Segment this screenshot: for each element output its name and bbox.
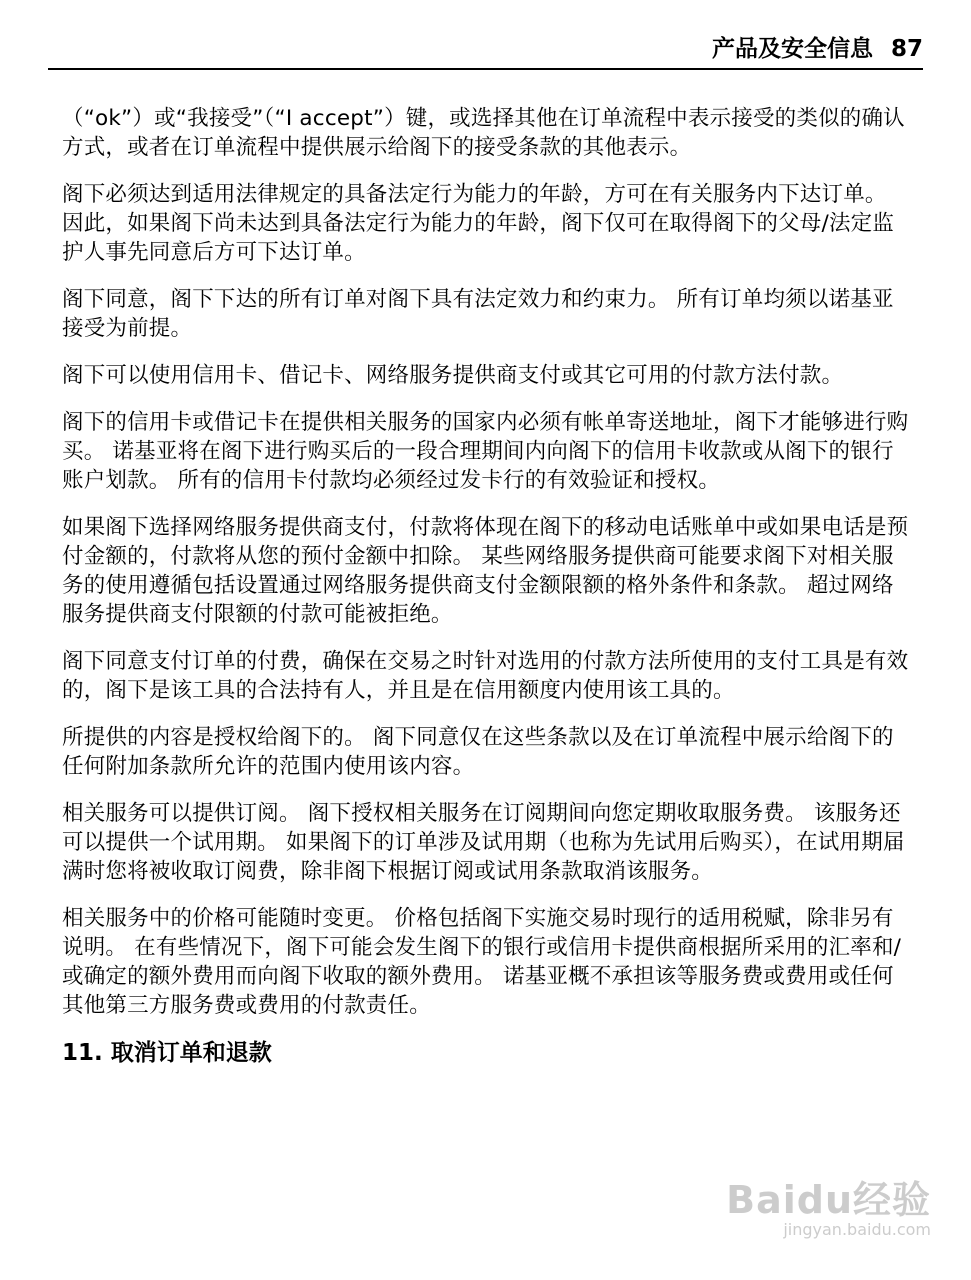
paragraph-subscriptions: 相关服务可以提供订阅。 阁下授权相关服务在订阅期间向您定期收取服务费。 该服务还可以提供一个试用期。 如果阁下的订单涉及试用期（也称为先试用后购买），在试用期届满时您将被收取订阅费，除非阁下根据订阅或试用条款取消该服务。 [62,801,905,884]
paragraph-legal-age: 阁下必须达到适用法律规定的具备法定行为能力的年龄，方可在有关服务内下达订单。 因此，如果阁下尚未达到具备法定行为能力的年龄，阁下仅可在取得阁下的父母/法定监护人事先同意后方可下达订单。 [62,182,895,265]
paragraph-billing-address: 阁下的信用卡或借记卡在提供相关服务的国家内必须有帐单寄送地址，阁下才能够进行购买。 诺基亚将在阁下进行购买后的一段合理期间内向阁下的信用卡收款或从阁下的银行账户划款。 所有的信用卡付款均必须经过发卡行的有效验证和授权。 [62,410,909,493]
page-number: 87 [890,36,923,62]
paragraph-operator-billing: 如果阁下选择网络服务提供商支付，付款将体现在阁下的移动电话账单中或如果电话是预付金额的，付款将从您的预付金额中扣除。 某些网络服务提供商可能要求阁下对相关服务的使用遵循包括设置通过网络服务提供商支付金额限额的格外条件和条款。 超过网络服务提供商支付限额的付款可能被拒绝。 [62,515,909,627]
paragraph-binding-orders: 阁下同意，阁下下达的所有订单对阁下具有法定效力和约束力。 所有订单均须以诺基亚接受为前提。 [62,287,894,341]
watermark-url: jingyan.baidu.com [783,1220,931,1239]
header-divider [48,68,923,70]
paragraph-price-changes: 相关服务中的价格可能随时变更。 价格包括阁下实施交易时现行的适用税赋，除非另有说明。 在有些情况下，阁下可能会发生阁下的银行或信用卡提供商根据所采用的汇率和/或确定的额外费用而向阁下收取的额外费用。 诺基亚概不承担该等服务费或费用或任何其他第三方服务费或费用的付款责任。 [62,906,902,1018]
page-header [712,34,923,64]
paragraph-accept-key: （“ok”）或“我接受”（“I accept”）键，或选择其他在订单流程中表示接受的类似的确认方式，或者在订单流程中提供展示给阁下的接受条款的其他表示。 [62,106,905,160]
document-body [62,104,913,1068]
paragraph-content-license: 所提供的内容是授权给阁下的。 阁下同意仅在这些条款以及在订单流程中展示给阁下的任何附加条款所允许的范围内使用该内容。 [62,725,894,779]
paragraph-payment-instrument: 阁下同意支付订单的付费，确保在交易之时针对选用的付款方法所使用的支付工具是有效的，阁下是该工具的合法持有人，并且是在信用额度内使用该工具的。 [62,649,909,703]
section-heading-cancellation: 11. 取消订单和退款 [62,1040,272,1066]
watermark-logo: Baidu经验 [726,1178,931,1222]
header-title: 产品及安全信息 [711,36,873,62]
baidu-watermark [726,1180,931,1240]
paragraph-payment-methods: 阁下可以使用信用卡、借记卡、网络服务提供商支付或其它可用的付款方法付款。 [62,363,844,388]
